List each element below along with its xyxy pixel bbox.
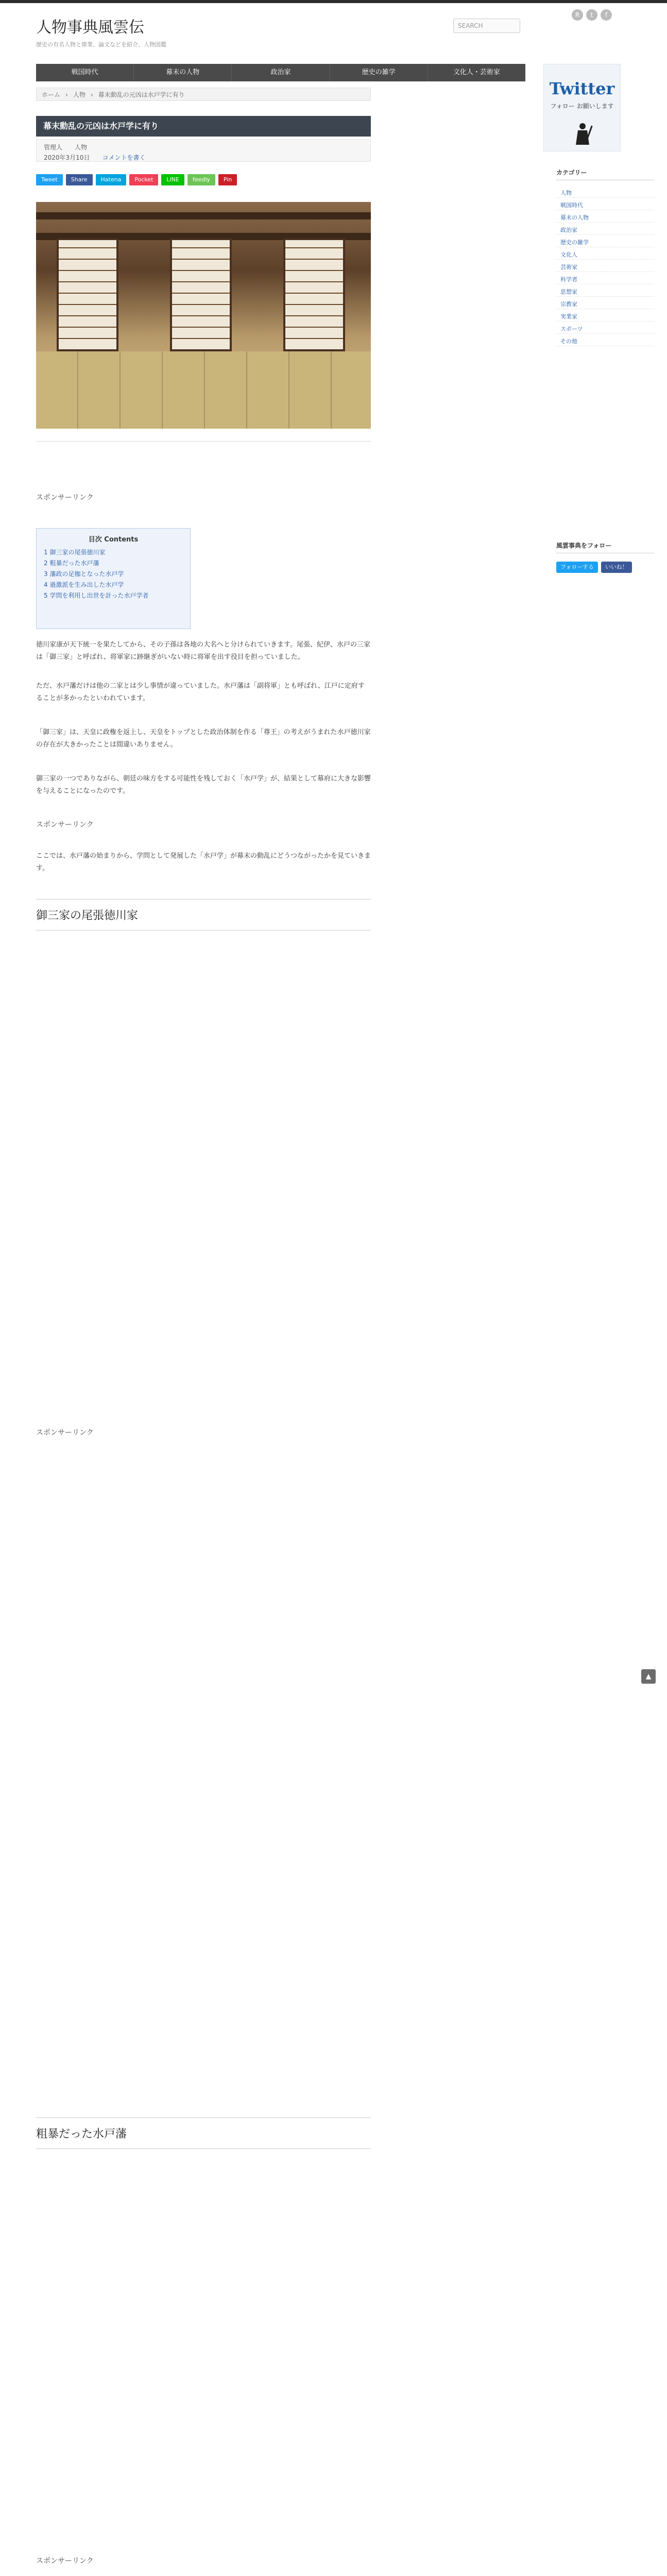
- sponsored-label: スポンサーリンク: [36, 1429, 94, 1437]
- breadcrumb-separator: ›: [90, 91, 93, 98]
- sponsored-label: スポンサーリンク: [36, 2557, 94, 2565]
- section-heading: 御三家の尾張徳川家: [36, 899, 371, 930]
- rss-icon[interactable]: R: [572, 9, 583, 21]
- post-meta: [36, 139, 371, 162]
- sidebar-follow-buttons: [556, 562, 654, 573]
- sidebar-category-item[interactable]: 人物: [556, 185, 654, 198]
- twitter-banner-subtitle: フォロー お願いします: [550, 103, 614, 110]
- toc-item[interactable]: 3 藩政の足枷となった水戸学: [44, 570, 124, 578]
- share-pin-button[interactable]: Pin: [218, 174, 237, 185]
- twitter-follow-banner[interactable]: [543, 64, 621, 151]
- sidebar-category-item[interactable]: 幕末の人物: [556, 210, 654, 223]
- hero-image-japanese-room: [36, 202, 371, 429]
- post-category[interactable]: 人物: [75, 144, 88, 151]
- toc-item[interactable]: 1 御三家の尾張徳川家: [44, 549, 106, 556]
- sidebar-category-item[interactable]: 思想家: [556, 284, 654, 297]
- section-heading: 粗暴だった水戸藩: [36, 2117, 371, 2149]
- facebook-icon[interactable]: f: [601, 9, 612, 21]
- share-hatena-button[interactable]: Hatena: [96, 174, 127, 185]
- sidebar-category-item[interactable]: 芸術家: [556, 260, 654, 272]
- paragraph: 「御三家」は、天皇に政権を返上し、天皇をトップとした政治体制を作る「尊王」の考えがうまれた水戸徳川家の存在が大きかったことは間違いありません。: [36, 728, 371, 749]
- sidebar-category-item[interactable]: 文化人: [556, 247, 654, 260]
- sidebar-category-item[interactable]: 歴史の雑学: [556, 235, 654, 247]
- sidebar-category-item[interactable]: 宗教家: [556, 297, 654, 309]
- facebook-like-button[interactable]: いいね！: [601, 562, 632, 573]
- twitter-follow-button[interactable]: フォローする: [556, 562, 598, 573]
- sidebar-category-item[interactable]: スポーツ: [556, 321, 654, 334]
- paragraph: ただ、水戸藩だけは他の二家とは少し事情が違っていました。水戸藩は「副将軍」とも呼ばれ、江戸に定府することが多かったといわれています。: [36, 682, 365, 702]
- paragraph: ここでは、水戸藩の始まりから、学問として発展した「水戸学」が幕末の動乱にどうつながったかを見ていきます。: [36, 852, 371, 872]
- divider: [36, 441, 371, 442]
- post-date: 2020年3月10日: [44, 154, 90, 161]
- breadcrumb: [36, 88, 371, 101]
- breadcrumb-home[interactable]: ホーム: [42, 91, 61, 98]
- sidebar-category-item[interactable]: 科学者: [556, 272, 654, 284]
- share-buttons: [36, 174, 371, 185]
- site-title[interactable]: 人物事典風雲伝: [36, 19, 144, 37]
- top-bar: [0, 0, 667, 3]
- nav-item[interactable]: 幕末の人物: [134, 64, 232, 81]
- breadcrumb-separator: ›: [65, 91, 68, 98]
- header-icon-group: [572, 9, 612, 21]
- nav-item[interactable]: 政治家: [232, 64, 330, 81]
- sidebar-category-item[interactable]: 実業家: [556, 309, 654, 321]
- toc-item[interactable]: 2 粗暴だった水戸藩: [44, 560, 99, 567]
- sidebar-category-item[interactable]: その他: [556, 334, 654, 346]
- toc-item[interactable]: 4 過激派を生み出した水戸学: [44, 581, 124, 588]
- nav-item[interactable]: 戦国時代: [36, 64, 134, 81]
- nav-item[interactable]: 文化人・芸術家: [453, 69, 500, 76]
- paragraph: 徳川家康が天下統一を果たしてから、その子孫は各地の大名へと分けられていきます。尾張、紀伊、水戸の三家は「御三家」と呼ばれ、将軍家に跡継ぎがいない時に将軍を出す役目を担っていました。: [36, 641, 370, 661]
- twitter-icon[interactable]: t: [586, 9, 597, 21]
- sponsored-label: スポンサーリンク: [36, 821, 94, 829]
- page-title: 幕末動乱の元凶は水戸学に有り: [36, 116, 371, 137]
- table-of-contents: [36, 528, 191, 629]
- post-comments-link[interactable]: コメントを書く: [102, 154, 146, 161]
- post-author[interactable]: 管理人: [44, 144, 63, 151]
- breadcrumb-category[interactable]: 人物: [73, 91, 85, 98]
- site-description: 歴史の有名人物と偉業、論文などを紹介、人物図鑑: [36, 41, 166, 48]
- paragraph: 御三家の一つでありながら、朝廷の味方をする可能性を残しておく「水戸学」が、結果として幕府に大きな影響を与えることになったのです。: [36, 775, 371, 795]
- breadcrumb-current: 幕末動乱の元凶は水戸学に有り: [98, 91, 185, 98]
- sidebar-category-item[interactable]: 戦国時代: [556, 198, 654, 210]
- toc-title: 目次 Contents: [88, 536, 139, 544]
- page-top-button[interactable]: ▲: [641, 1669, 656, 1684]
- search-input[interactable]: SEARCH: [453, 19, 520, 33]
- twitter-banner-title: Twitter: [549, 79, 615, 98]
- share-facebook-button[interactable]: Share: [66, 174, 93, 185]
- share-feedly-button[interactable]: feedly: [187, 174, 215, 185]
- sidebar-category-list: [556, 185, 654, 346]
- share-pocket-button[interactable]: Pocket: [129, 174, 158, 185]
- toc-item[interactable]: 5 学問を利用し出世を計った水戸学者: [44, 592, 149, 599]
- main-nav: [36, 64, 525, 81]
- sidebar-category-title: カテゴリー: [556, 168, 654, 180]
- samurai-silhouette-icon: [571, 122, 594, 148]
- sidebar-twitter-title: 風雲事典をフォロー: [556, 541, 654, 553]
- share-line-button[interactable]: LINE: [161, 174, 184, 185]
- share-tweet-button[interactable]: Tweet: [36, 174, 63, 185]
- nav-item[interactable]: 歴史の雑学: [330, 64, 428, 81]
- sidebar-category-item[interactable]: 政治家: [556, 223, 654, 235]
- sponsored-label: スポンサーリンク: [36, 494, 94, 502]
